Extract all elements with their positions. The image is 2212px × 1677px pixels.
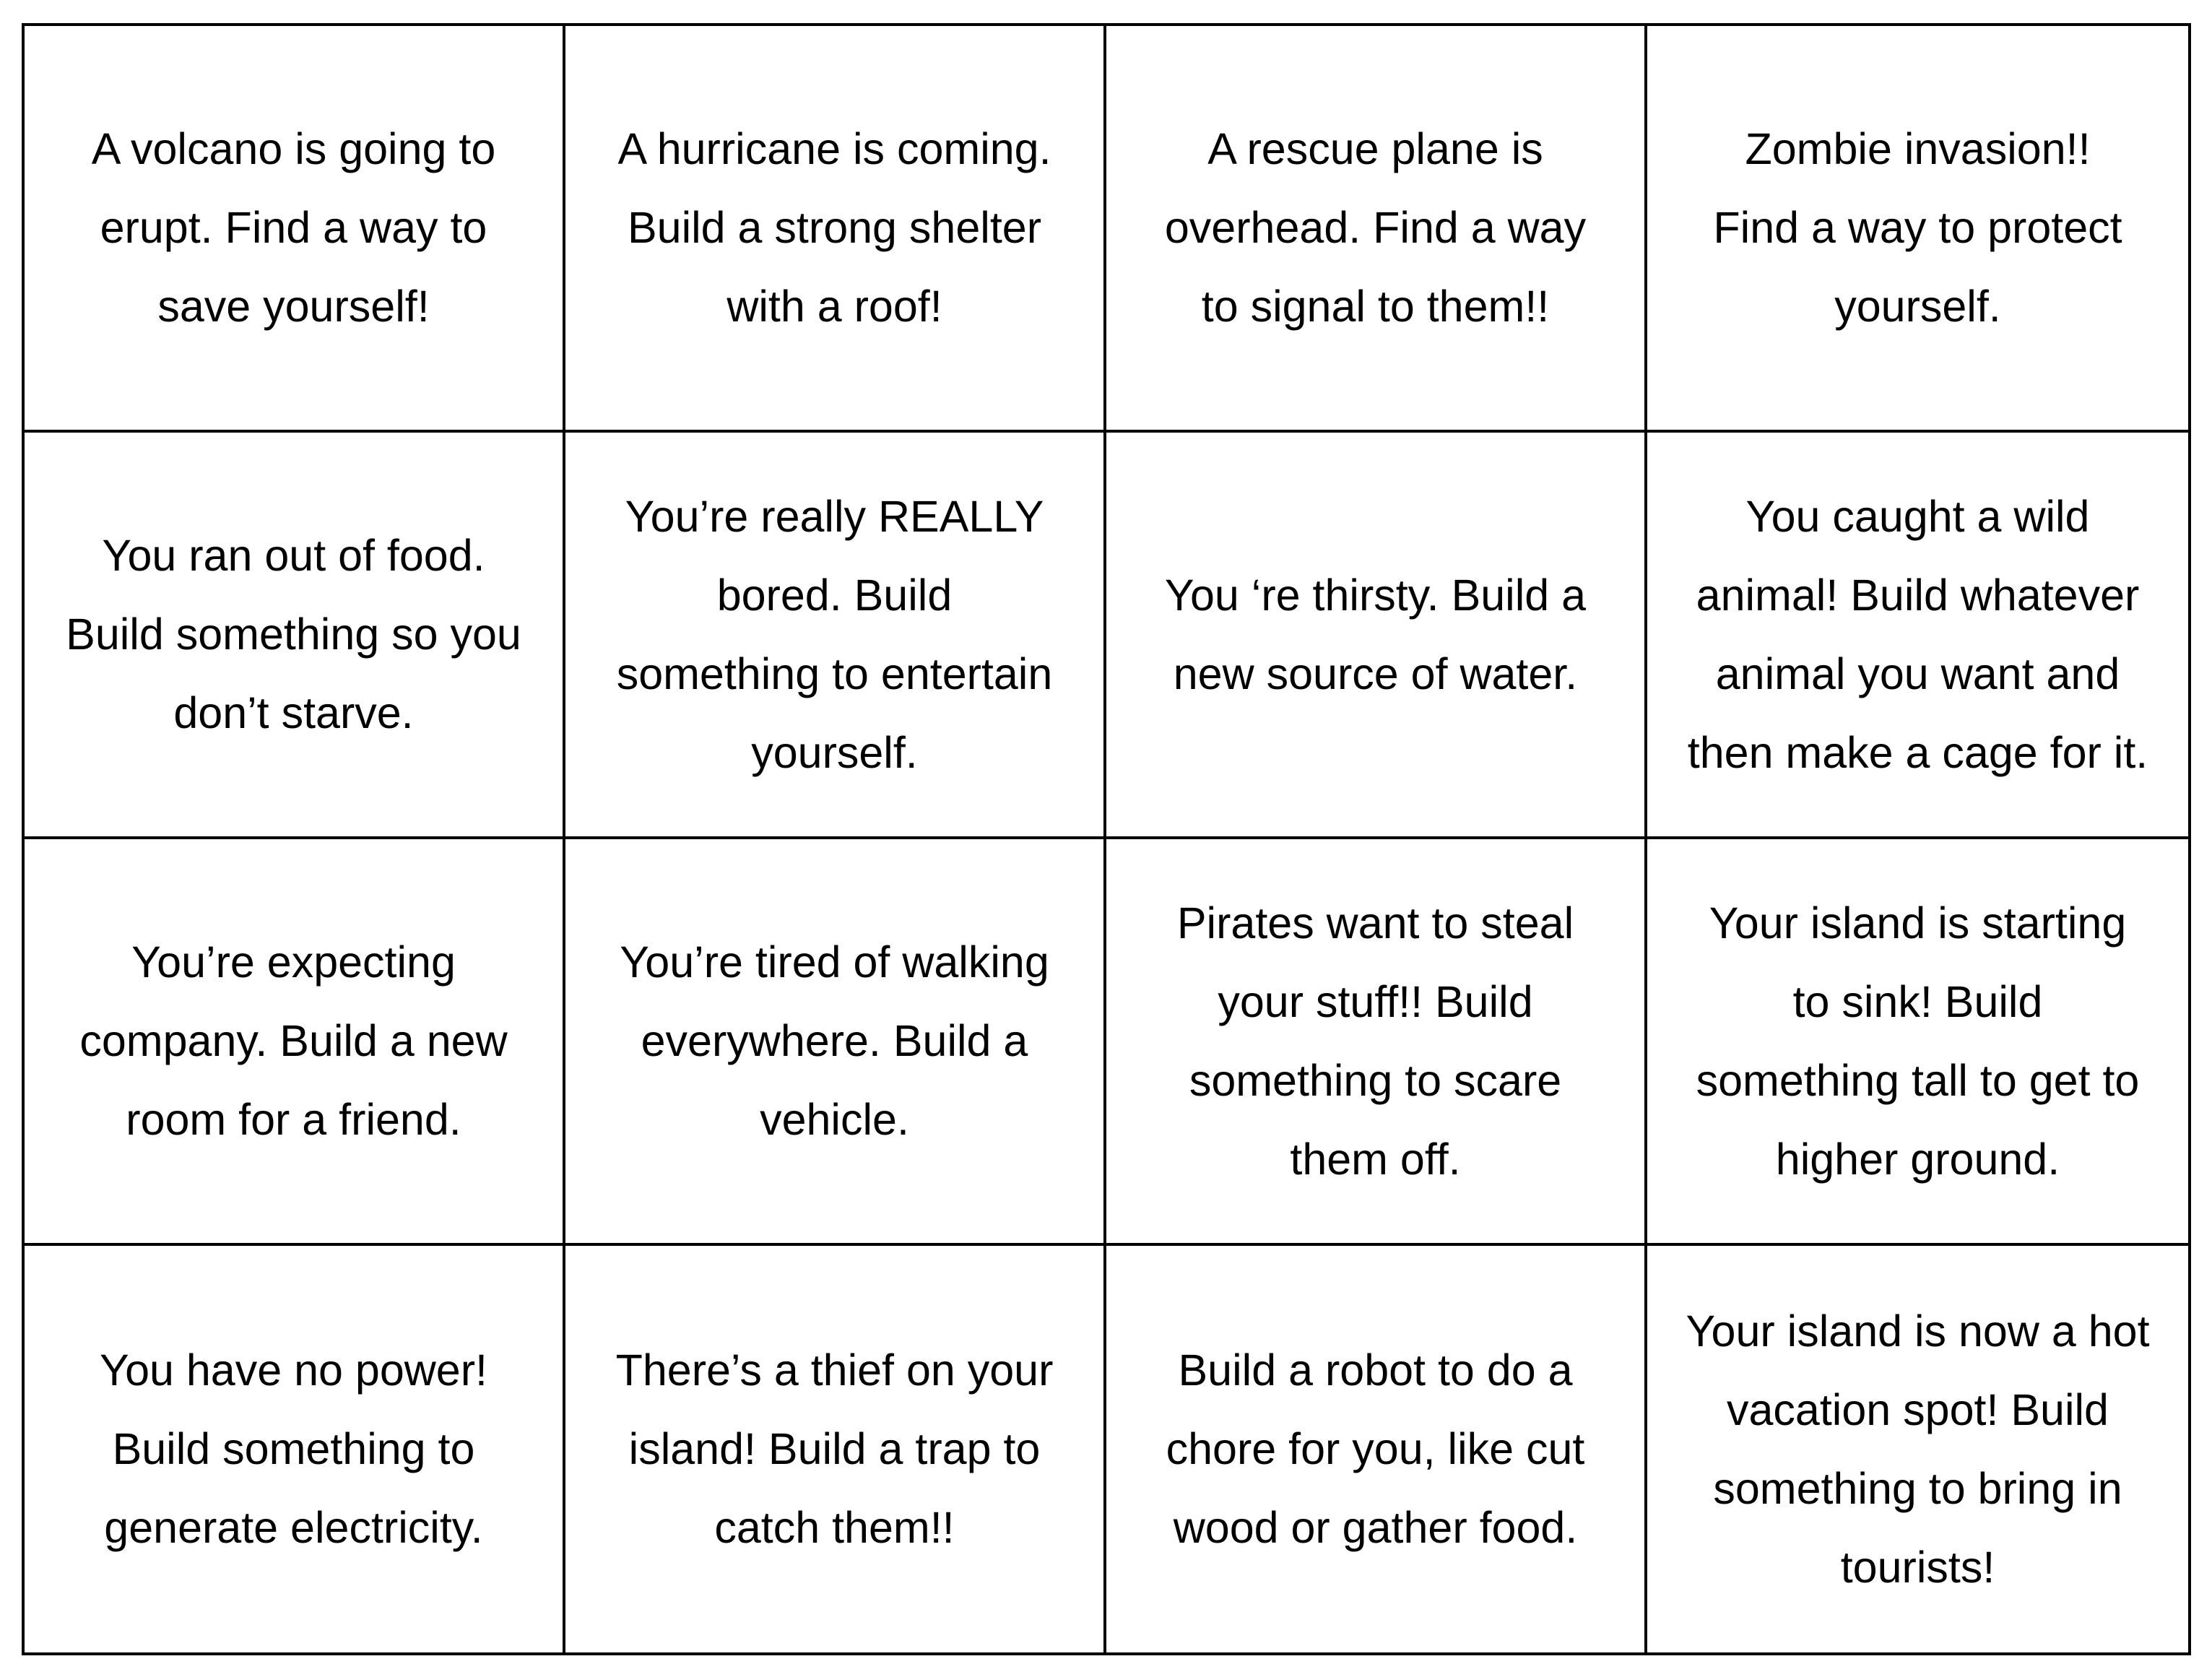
challenge-card-text: Zombie invasion!! Find a way to protect yourself. [1713,124,2122,331]
challenge-card-text: Your island is now a hot vacation spot! Build something to bring in tourists! [1686,1306,2150,1592]
challenge-card-power [25,1246,565,1652]
challenge-card-rescue-plane [1106,26,1647,433]
challenge-card-text: You’re really REALLY bored. Build something to entertain yourself. [616,491,1053,777]
challenge-card-pirates [1106,839,1647,1246]
challenge-card-text: Build a robot to do a chore for you, like cut wood or gather food. [1166,1346,1585,1552]
challenge-card-text: Pirates want to steal your stuff!! Build something to scare them off. [1176,898,1574,1184]
challenge-card-text: There’s a thief on your island! Build a trap to catch them!! [615,1346,1054,1552]
challenge-card-company [25,839,565,1246]
challenge-card-volcano [25,26,565,433]
challenge-card-robot [1106,1246,1647,1652]
challenge-card-text: Your island is starting to sink! Build something tall to get to higher ground. [1696,898,2140,1184]
challenge-card-text: A volcano is going to erupt. Find a way to save yourself! [91,124,496,331]
challenge-card-text: You ran out of food. Build something so you don’t starve. [66,531,521,737]
challenge-card-text: A hurricane is coming. Build a strong shelter with a roof! [617,124,1051,331]
challenge-card-zombie-invasion [1647,26,2188,433]
challenge-card-text: You’re tired of walking everywhere. Build a vehicle. [620,937,1049,1144]
challenge-card-text: You ‘re thirsty. Build a new source of water. [1164,570,1587,698]
challenge-card-sinking-island [1647,839,2188,1246]
challenge-card-grid [22,23,2191,1655]
challenge-card-bored [565,433,1106,839]
challenge-card-text: You have no power! Build something to generate electricity. [100,1346,487,1552]
challenge-card-vehicle [565,839,1106,1246]
challenge-card-food [25,433,565,839]
challenge-card-vacation-spot [1647,1246,2188,1652]
challenge-card-text: A rescue plane is overhead. Find a way to signal to them!! [1164,124,1587,331]
challenge-card-text: You’re expecting company. Build a new room for a friend. [79,937,508,1144]
challenge-card-water [1106,433,1647,839]
challenge-card-wild-animal [1647,433,2188,839]
challenge-card-thief [565,1246,1106,1652]
challenge-card-text: You caught a wild animal! Build whatever animal you want and then make a cage for it. [1687,491,2148,777]
challenge-card-hurricane [565,26,1106,433]
